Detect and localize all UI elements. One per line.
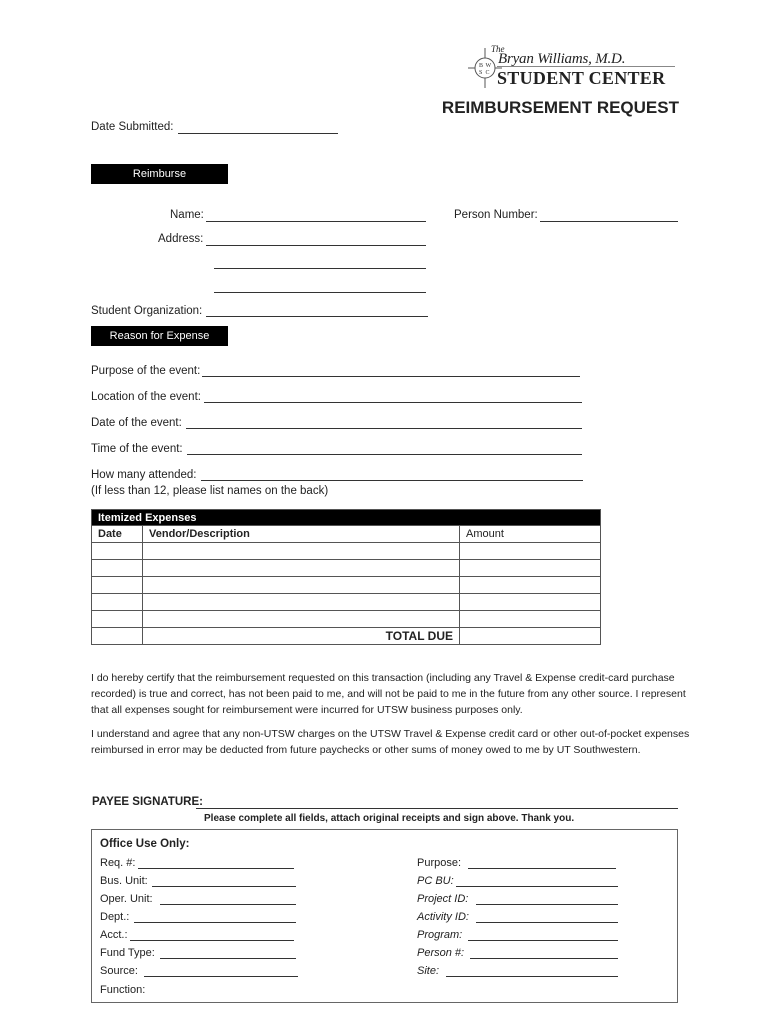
date-cell[interactable]: [92, 611, 143, 628]
office-left-label: Dept.:: [100, 911, 130, 923]
vendor-cell[interactable]: [143, 543, 460, 560]
certify-paragraph-1: I do hereby certify that the reimbursement requested on this transaction (including any Travel & Expense credit-card purchase recorded) is true and correct, has not been paid to me, and will not be paid to me in the future from any other source. I represent that all expenses sought for reimbursement were incurred for UTSW business purposes only.: [91, 672, 686, 716]
dept-field[interactable]: [134, 922, 296, 923]
date-submitted-label: Date Submitted:: [91, 121, 174, 133]
office-left-label: Req. #:: [100, 857, 136, 869]
acct-field[interactable]: [130, 940, 294, 941]
svg-text:B: B: [479, 63, 484, 69]
purpose-field[interactable]: [202, 376, 580, 377]
site-field[interactable]: [446, 976, 618, 977]
bus-unit-field[interactable]: [152, 886, 296, 887]
student-org-label: Student Organization:: [91, 305, 203, 317]
logo-rule: [497, 66, 675, 67]
date-cell[interactable]: [92, 577, 143, 594]
attended-field[interactable]: [201, 480, 583, 481]
office-right-label: Activity ID:: [417, 911, 469, 923]
office-use-box: [91, 829, 678, 1003]
section-reimburse: Reimburse: [91, 164, 228, 184]
office-right-label: PC BU:: [417, 875, 454, 887]
source-field[interactable]: [144, 976, 298, 977]
office-left-label: Fund Type:: [100, 947, 155, 959]
oper-unit-field[interactable]: [160, 904, 296, 905]
fund-type-field[interactable]: [160, 958, 296, 959]
vendor-cell[interactable]: [143, 594, 460, 611]
office-use-title: Office Use Only:: [100, 838, 190, 850]
total-blank-cell: [92, 628, 143, 645]
office-left-label: Oper. Unit:: [100, 893, 153, 905]
purpose-label: Purpose of the event:: [91, 365, 201, 377]
total-due-label: TOTAL DUE: [143, 628, 460, 645]
vendor-cell[interactable]: [143, 560, 460, 577]
project-id-field[interactable]: [476, 904, 618, 905]
vendor-cell[interactable]: [143, 577, 460, 594]
program-field[interactable]: [468, 940, 618, 941]
table-row: [92, 560, 601, 577]
total-amount-cell[interactable]: [460, 628, 601, 645]
expenses-header: Itemized Expenses: [92, 510, 601, 526]
col-amount: Amount: [460, 526, 601, 543]
office-right-label: Purpose:: [417, 857, 462, 869]
address-field-3[interactable]: [214, 292, 426, 293]
location-field[interactable]: [204, 402, 582, 403]
purpose-code-field[interactable]: [468, 868, 616, 869]
office-right-label: Site:: [417, 965, 440, 977]
page-title: REIMBURSEMENT REQUEST: [441, 98, 679, 117]
col-vendor: Vendor/Description: [143, 526, 460, 543]
payee-signature-field[interactable]: [196, 808, 678, 809]
certify-paragraph-2: I understand and agree that any non-UTSW charges on the UTSW Travel & Expense credit card or other out-of-pocket expenses reimbursed in error may be deducted from future paychecks or other sums of money owed to me by UT Southwestern.: [91, 728, 690, 756]
person-number-field[interactable]: [540, 221, 678, 222]
svg-text:S: S: [479, 70, 483, 76]
amount-cell[interactable]: [460, 560, 601, 577]
table-row: [92, 577, 601, 594]
table-row: [92, 543, 601, 560]
expenses-column-row: [92, 526, 601, 543]
person-num-field[interactable]: [470, 958, 618, 959]
vendor-cell[interactable]: [143, 611, 460, 628]
date-label: Date of the event:: [91, 417, 182, 429]
office-left-label: Source:: [100, 965, 138, 977]
logo-name: Bryan Williams, M.D.: [498, 51, 626, 67]
time-label: Time of the event:: [91, 443, 183, 455]
pc-bu-field[interactable]: [456, 886, 618, 887]
address-label: Address:: [158, 233, 204, 245]
office-right-label: Project ID:: [417, 893, 469, 905]
person-number-label: Person Number:: [454, 209, 538, 221]
time-field[interactable]: [187, 454, 582, 455]
expenses-header-row: [92, 510, 601, 526]
attended-note: (If less than 12, please list names on the back): [91, 485, 329, 497]
amount-cell[interactable]: [460, 611, 601, 628]
student-org-field[interactable]: [206, 316, 428, 317]
table-row: [92, 594, 601, 611]
name-field[interactable]: [206, 221, 426, 222]
total-row: [92, 628, 601, 645]
office-right-label: Program:: [417, 929, 463, 941]
office-left-label: Function:: [100, 984, 146, 996]
date-cell[interactable]: [92, 543, 143, 560]
instructions-text: Please complete all fields, attach original receipts and sign above. Thank you.: [204, 813, 575, 824]
office-left-label: Bus. Unit:: [100, 875, 148, 887]
svg-text:C: C: [485, 70, 490, 76]
attended-label: How many attended:: [91, 469, 197, 481]
logo-the: The: [491, 44, 505, 54]
amount-cell[interactable]: [460, 594, 601, 611]
logo-center-text: STUDENT CENTER: [497, 68, 666, 88]
office-right-label: Person #:: [417, 947, 465, 959]
table-row: [92, 611, 601, 628]
section-reason: Reason for Expense: [91, 326, 228, 346]
address-field-1[interactable]: [206, 245, 426, 246]
name-label: Name:: [170, 209, 204, 221]
location-label: Location of the event:: [91, 391, 201, 403]
req-field[interactable]: [138, 868, 294, 869]
office-left-label: Acct.:: [100, 929, 128, 941]
date-cell[interactable]: [92, 560, 143, 577]
date-cell[interactable]: [92, 594, 143, 611]
col-date: Date: [92, 526, 143, 543]
expenses-table: [91, 509, 601, 645]
date-field[interactable]: [186, 428, 582, 429]
amount-cell[interactable]: [460, 577, 601, 594]
amount-cell[interactable]: [460, 543, 601, 560]
address-field-2[interactable]: [214, 268, 426, 269]
activity-id-field[interactable]: [476, 922, 618, 923]
svg-text:W: W: [485, 63, 492, 69]
date-submitted-field[interactable]: [178, 133, 338, 134]
payee-signature-label: PAYEE SIGNATURE:: [92, 796, 203, 808]
